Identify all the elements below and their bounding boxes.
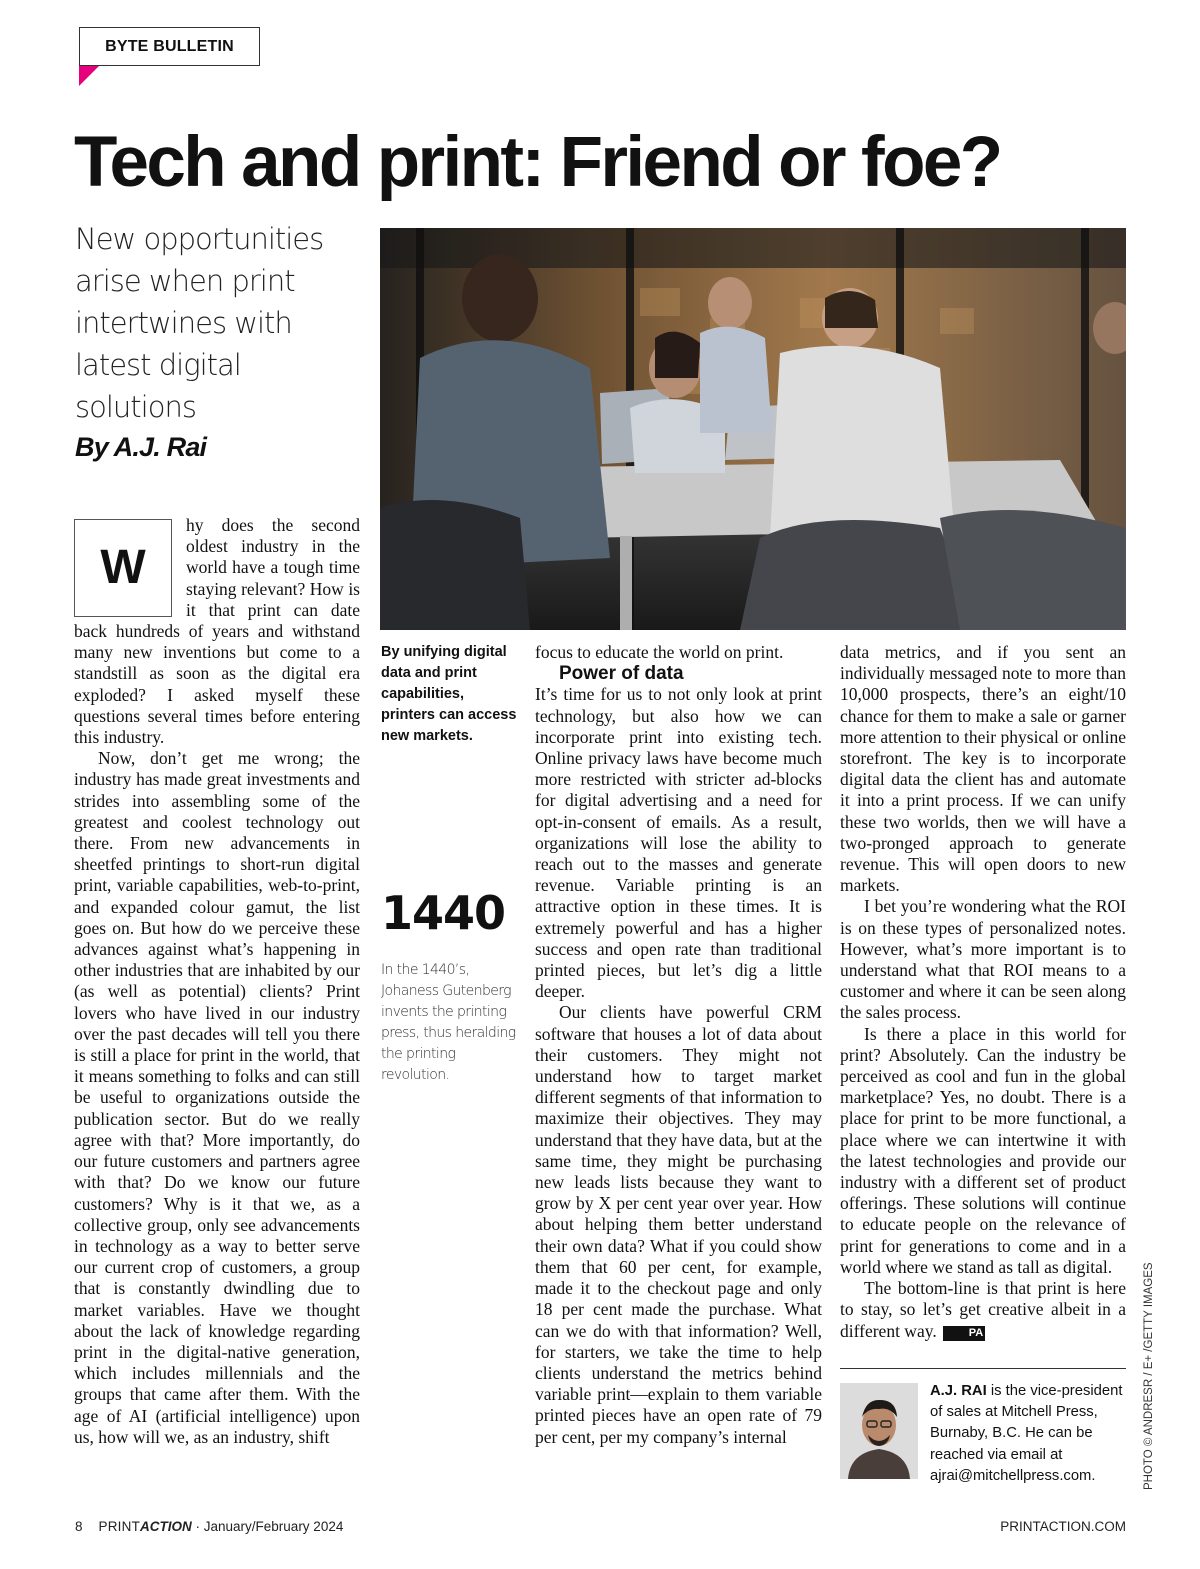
- byline: By A.J. Rai: [75, 432, 207, 462]
- brand-print: PRINT: [98, 1519, 141, 1534]
- author-bio-text: is the vice-president of sales at Mitchell Press, Burnaby, B.C. He can be reached via email at ajrai@mitchellpress.com.: [930, 1383, 1123, 1484]
- photo-caption: By unifying digital data and print capabilities, printers can access new markets.: [381, 644, 517, 744]
- meeting-photo: [380, 228, 1126, 630]
- body-column-2: [535, 642, 822, 1448]
- final-paragraph-text: The bottom-line is that print is here to stay, so let’s get creative albeit in a different way.: [840, 1278, 1126, 1341]
- body-paragraph: data metrics, and if you sent an individually messaged note to more than 10,000 prospects, there’s an eight/10 chance for them to make a sale or garner more attention to their physical or online storefront. The key is to incorporate digital data the client has and automate it into a print process. If we can unify these two worlds, then we will have a two-pronged approach to generate revenue. This will open doors to new markets.: [840, 642, 1126, 896]
- photo-credit: PHOTO © ANDRESR / E+ /GETTY IMAGES: [1143, 1262, 1155, 1490]
- brand-action: ACTION: [140, 1519, 192, 1534]
- body-paragraph: focus to educate the world on print.: [535, 642, 784, 662]
- body-paragraph: Our clients have powerful CRM software that houses a lot of data about their customers. They might not understand how to target market different segments of that information to maximize their objectives. They may understand that they have data, but at the same time, they might be purchasing new leads lists because they want to grow by X per cent year over year. How about helping them better understand their own data? What if you could show them that 60 per cent, for example, made it to the checkout page and only 18 per cent made the purchase. What can we do with that information? Well, for starters, we take the time to help clients understand the metrics behind variable print—explain to them variable printed pieces have an open rate of 79 per cent, per my company’s internal: [535, 1002, 822, 1447]
- body-paragraph: I bet you’re wondering what the ROI is on these types of personalized notes. However, what’s more important is to understand what that ROI means to a customer and where it can be seen along the sales process.: [840, 896, 1126, 1023]
- headline: Tech and print: Friend or foe?: [74, 123, 1001, 202]
- footer-website: PRINTACTION.COM: [1000, 1519, 1126, 1534]
- page-number: 8: [75, 1519, 83, 1534]
- body-paragraph: Is there a place in this world for print? Absolutely. Can the industry be perceived as cool and fun in the global marketplace? Yes, no doubt. There is a place for print to be more functional, a place where we can intertwine it with the latest technologies and provide our industry with a different set of product offerings. These solutions will continue to educate people on the relevance of print for generations to come and in a world where we stand as tall as digital.: [840, 1023, 1126, 1277]
- drop-cap: W: [74, 519, 172, 617]
- section-label: BYTE BULLETIN: [79, 27, 260, 66]
- deck: New opportunities arise when print intertwines with latest digital solutions: [75, 222, 324, 424]
- bio-divider: [840, 1368, 1126, 1369]
- subhead: Power of data: [559, 663, 684, 685]
- author-headshot: [840, 1383, 918, 1479]
- body-paragraph: Now, don’t get me wrong; the industry has made great investments and strides into assembling some of the greatest and coolest technology out there. From new advancements in sheetfed printings to short-run digital print, variable capabilities, web-to-print, and expanded colour gamut, the list goes on. But how do we perceive these advances against what’s happening in other industries that are inhabited by our (as well as potential) clients? Print lovers who have lived in our industry over the past decades will tell you there is still a place for print in the world, that it means something to folks and can still be useful to organizations outside the publication sector. But do we really agree with that? More importantly, do our future customers and partners agree with that? Do we know our future customers? Why is it that we, as a collective group, only see advancements in technology as a way to better serve our current crop of customers, a group that is constantly dwindling due to market variables. Have we thought about the lack of knowledge regarding print in the digital-native generation, which includes millennials and the groups that came after them. With the age of AI (artificial intelligence) upon us, how will we, as an industry, shift: [74, 748, 360, 1447]
- issue-date: · January/February 2024: [191, 1519, 344, 1534]
- pull-stat-text: In the 1440’s, Johaness Gutenberg invents the printing press, thus heralding the printing revolution.: [381, 962, 516, 1083]
- body-paragraph-final: [840, 1278, 1126, 1342]
- section-accent-tick: [79, 66, 99, 86]
- body-paragraph: It’s time for us to not only look at print technology, but also how we can incorporate print into existing tech. Online privacy laws have become much more restricted with stricter ad-blocks for digital advertising and a need for opt-in-consent of emails. As a result, organizations will lose the ability to reach out to the masses and generate revenue. Variable printing is an attractive option in these times. It is extremely powerful and has a higher success and open rate than traditional printed pieces, but let’s dig a little deeper.: [535, 684, 822, 1002]
- body-column-1: [74, 515, 360, 1448]
- author-name: A.J. RAI: [930, 1383, 987, 1399]
- body-paragraph: hy does the second oldest industry in the world have a tough time staying relevant? How is it that print can date back hundreds of years and withstand many new inventions but come to a standstill as soon as the digital era exploded? I asked myself these questions several times before entering this industry.: [74, 515, 360, 748]
- pull-stat-number: 1440: [381, 886, 506, 940]
- footer-left: [75, 1519, 343, 1534]
- body-column-3: [840, 642, 1126, 1342]
- author-bio: [930, 1381, 1126, 1487]
- end-mark-icon: PA: [943, 1326, 985, 1341]
